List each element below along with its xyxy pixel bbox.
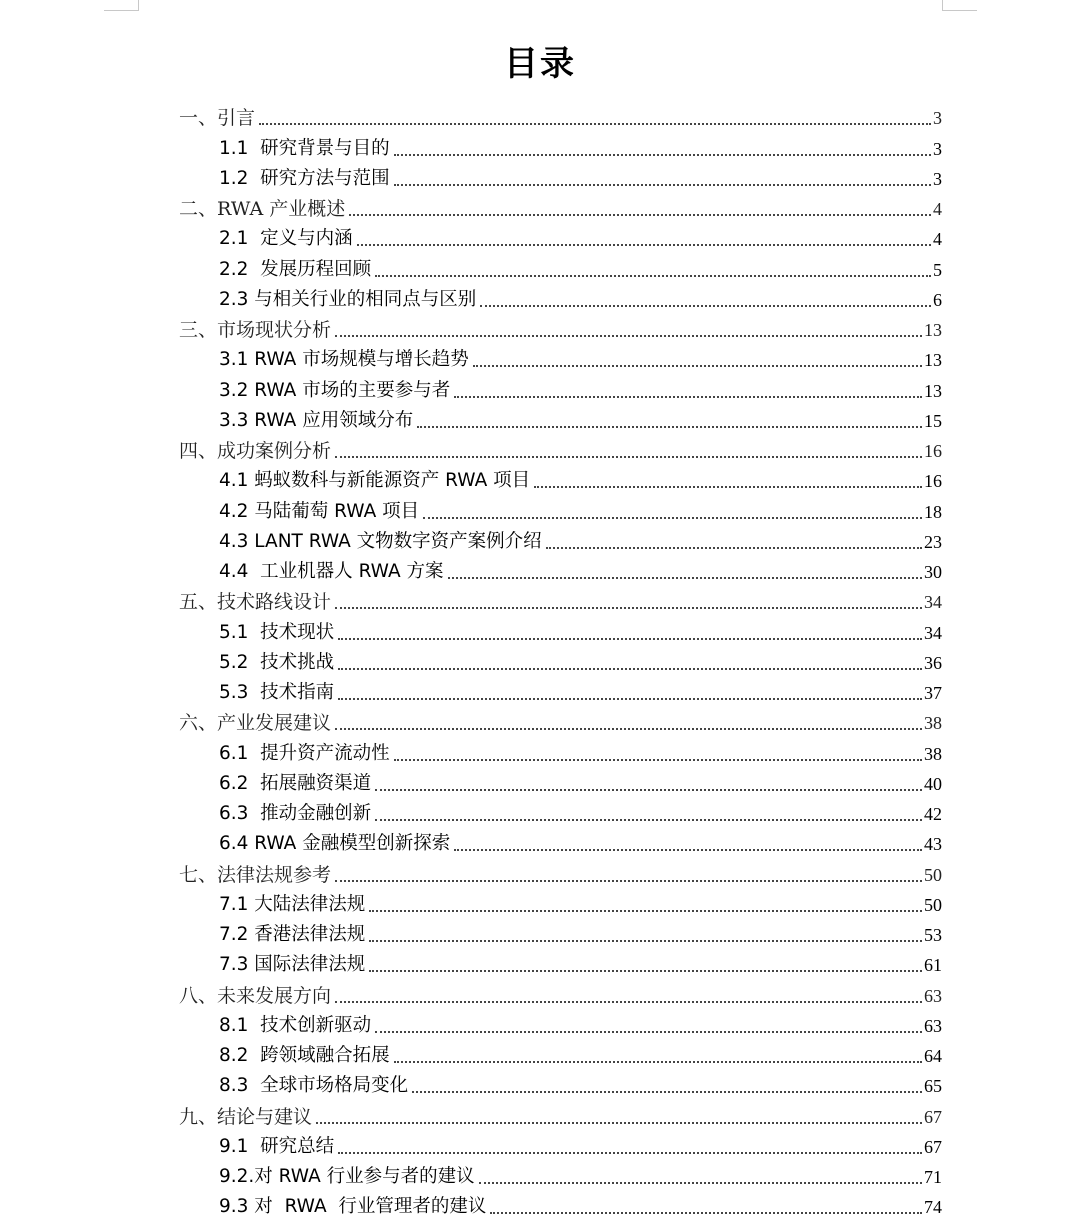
toc-leader-dots: [394, 1061, 922, 1063]
toc-entry-label: 4.2 马陆葡萄 RWA 项目: [219, 500, 420, 522]
toc-leader-dots: [369, 910, 922, 912]
toc-section-entry[interactable]: [219, 949, 942, 979]
toc-entry-label: 5.1 技术现状: [219, 621, 335, 643]
toc-entry-label: 8.1 技术创新驱动: [219, 1014, 372, 1036]
toc-page-number: 3: [933, 138, 942, 159]
toc-page-number: 43: [924, 834, 942, 855]
toc-leader-dots: [394, 759, 922, 761]
toc-entry-label: 2.3 与相关行业的相同点与区别: [219, 288, 477, 310]
toc-entry-label: 7.2 香港法律法规: [219, 924, 366, 945]
toc-leader-dots: [375, 1031, 922, 1033]
toc-leader-dots: [423, 517, 922, 519]
toc-page-number: 42: [924, 804, 942, 824]
toc-page-number: 50: [924, 894, 942, 915]
toc-entry-label: 4.1 蚂蚁数科与新能源资产 RWA 项目: [219, 470, 531, 492]
toc-page-number: 38: [924, 713, 942, 734]
toc-entry-label: 九、结论与建议: [179, 1105, 313, 1128]
toc-page-number: 67: [924, 1106, 942, 1127]
toc-entry-label: 八、未来发展方向: [179, 984, 332, 1007]
toc-page-number: 61: [924, 955, 942, 976]
toc-section-entry[interactable]: [219, 798, 942, 828]
toc-page-number: 34: [924, 592, 942, 613]
toc-leader-dots: [338, 698, 922, 700]
toc-section-entry[interactable]: [219, 828, 942, 858]
toc-page-number: 13: [924, 320, 942, 340]
toc-page-number: 34: [924, 622, 942, 643]
toc-page-number: 23: [924, 531, 942, 552]
toc-section-entry[interactable]: [219, 374, 942, 404]
toc-leader-dots: [375, 819, 922, 821]
toc-leader-dots: [338, 1152, 922, 1154]
toc-entry-label: 1.1 研究背景与目的: [219, 137, 390, 159]
toc-section-entry[interactable]: [219, 495, 942, 525]
toc-entry-label: 四、成功案例分析: [179, 440, 332, 462]
toc-leader-dots: [369, 970, 922, 972]
toc-leader-dots: [473, 365, 922, 367]
toc-leader-dots: [349, 214, 931, 216]
crop-mark-left: [104, 0, 139, 11]
toc-page-number: 37: [924, 683, 942, 703]
toc-page-number: 71: [924, 1167, 942, 1187]
toc-page-number: 63: [924, 1015, 942, 1036]
toc-section-entry[interactable]: [219, 132, 942, 162]
toc-leader-dots: [546, 547, 922, 549]
toc-section-entry[interactable]: [219, 284, 942, 314]
toc-entry-label: 一、引言: [179, 107, 256, 130]
toc-section-entry[interactable]: [219, 616, 942, 646]
toc-leader-dots: [335, 456, 922, 458]
toc-page-number: 16: [924, 471, 942, 492]
toc-page-number: 13: [924, 380, 942, 401]
toc-entry-label: 5.2 技术挑战: [219, 651, 335, 673]
toc-leader-dots: [394, 184, 931, 186]
toc-leader-dots: [479, 1182, 922, 1184]
toc-chapter-entry[interactable]: [179, 102, 942, 132]
toc-chapter-entry[interactable]: [179, 314, 942, 344]
toc-leader-dots: [417, 426, 922, 428]
crop-mark-right: [942, 0, 977, 11]
toc-page-number: 30: [924, 562, 942, 582]
toc-page-number: 3: [933, 168, 942, 189]
toc-leader-dots: [412, 1091, 922, 1093]
toc-section-entry[interactable]: [219, 1131, 942, 1161]
toc-leader-dots: [394, 154, 931, 156]
page-title: 目录: [504, 43, 576, 84]
toc-entry-label: 2.1 定义与内涵: [219, 228, 353, 250]
toc-entry-label: 9.2.对 RWA 行业参与者的建议: [219, 1166, 475, 1187]
toc-page-number: 67: [924, 1136, 942, 1157]
toc-chapter-entry[interactable]: [179, 586, 942, 616]
toc-entry-label: 7.3 国际法律法规: [219, 954, 366, 976]
toc-leader-dots: [335, 880, 922, 882]
toc-section-entry[interactable]: [219, 223, 942, 253]
toc-leader-dots: [448, 577, 923, 579]
toc-leader-dots: [480, 305, 931, 307]
toc-leader-dots: [454, 849, 922, 851]
toc-section-entry[interactable]: [219, 344, 942, 374]
toc-page-number: 63: [924, 985, 942, 1006]
toc-leader-dots: [490, 1212, 922, 1214]
toc-entry-label: 6.3 推动金融创新: [219, 803, 372, 824]
toc-section-entry[interactable]: [219, 405, 942, 435]
toc-page-number: 3: [933, 108, 942, 129]
toc-section-entry[interactable]: [219, 1191, 942, 1221]
toc-chapter-entry[interactable]: [179, 858, 942, 888]
toc-entry-label: 3.2 RWA 市场的主要参与者: [219, 379, 451, 401]
toc-page-number: 16: [924, 441, 942, 461]
toc-entry-label: 3.1 RWA 市场规模与增长趋势: [219, 349, 469, 371]
toc-section-entry[interactable]: [219, 526, 942, 556]
toc-page-number: 74: [924, 1197, 942, 1218]
toc-page-number: 50: [924, 864, 942, 885]
toc-entry-label: 8.3 全球市场格局变化: [219, 1075, 409, 1097]
toc-page-number: 38: [924, 743, 942, 764]
toc-leader-dots: [335, 607, 922, 609]
toc-entry-label: 六、产业发展建议: [179, 712, 332, 735]
toc-section-entry[interactable]: [219, 677, 942, 707]
toc-leader-dots: [369, 940, 922, 942]
toc-chapter-entry[interactable]: [179, 707, 942, 737]
toc-leader-dots: [357, 244, 931, 246]
toc-chapter-entry[interactable]: [179, 193, 942, 223]
toc-page-number: 6: [933, 289, 942, 310]
toc-section-entry[interactable]: [219, 647, 942, 677]
toc-chapter-entry[interactable]: [179, 979, 942, 1009]
toc-entry-label: 4.3 LANT RWA 文物数字资产案例介绍: [219, 530, 542, 552]
toc-section-entry[interactable]: [219, 1040, 942, 1070]
toc-entry-label: 7.1 大陆法律法规: [219, 893, 366, 915]
toc-entry-label: 8.2 跨领域融合拓展: [219, 1045, 390, 1066]
toc-page-number: 5: [933, 259, 942, 280]
toc-leader-dots: [335, 335, 922, 337]
toc-section-entry[interactable]: [219, 253, 942, 283]
toc-leader-dots: [316, 1122, 922, 1124]
toc-leader-dots: [534, 486, 922, 488]
toc-entry-label: 三、市场现状分析: [179, 319, 332, 341]
toc-section-entry[interactable]: [219, 465, 942, 495]
toc-entry-label: 6.2 拓展融资渠道: [219, 772, 372, 794]
toc-section-entry[interactable]: [219, 919, 942, 949]
toc-page-number: 15: [924, 410, 942, 431]
toc-leader-dots: [338, 638, 922, 640]
toc-page-number: 4: [933, 229, 942, 250]
toc-entry-label: 3.3 RWA 应用领域分布: [219, 409, 414, 431]
toc-page-number: 4: [933, 199, 942, 219]
toc-page-number: 18: [924, 501, 942, 522]
toc-entry-label: 6.4 RWA 金融模型创新探索: [219, 833, 451, 855]
toc-section-entry[interactable]: [219, 556, 942, 586]
toc-entry-label: 五、技术路线设计: [179, 591, 332, 614]
toc-entry-label: 二、RWA 产业概述: [179, 198, 346, 220]
toc-entry-label: 2.2 发展历程回顾: [219, 258, 372, 280]
toc-section-entry[interactable]: [219, 1010, 942, 1040]
toc-page-number: 13: [924, 350, 942, 371]
toc-chapter-entry[interactable]: [179, 1100, 942, 1130]
toc-leader-dots: [375, 789, 922, 791]
toc-entry-label: 6.1 提升资产流动性: [219, 742, 390, 764]
toc-entry-label: 9.1 研究总结: [219, 1135, 335, 1157]
toc-leader-dots: [259, 123, 931, 125]
toc-page-number: 40: [924, 773, 942, 794]
toc-section-entry[interactable]: [219, 768, 942, 798]
toc-section-entry[interactable]: [219, 1070, 942, 1100]
toc-page-number: 36: [924, 652, 942, 673]
toc-entry-label: 4.4 工业机器人 RWA 方案: [219, 561, 444, 582]
toc-leader-dots: [454, 396, 922, 398]
table-of-contents: [0, 102, 1080, 1221]
toc-entry-label: 9.3 对 RWA 行业管理者的建议: [219, 1196, 487, 1218]
toc-section-entry[interactable]: [219, 1161, 942, 1191]
toc-leader-dots: [335, 1001, 922, 1003]
toc-section-entry[interactable]: [219, 737, 942, 767]
toc-section-entry[interactable]: [219, 889, 942, 919]
toc-page-number: 65: [924, 1076, 942, 1097]
toc-leader-dots: [375, 275, 931, 277]
toc-section-entry[interactable]: [219, 163, 942, 193]
toc-entry-label: 5.3 技术指南: [219, 682, 335, 703]
toc-entry-label: 1.2 研究方法与范围: [219, 167, 390, 189]
toc-page-number: 64: [924, 1046, 942, 1066]
toc-leader-dots: [335, 728, 922, 730]
toc-page-number: 53: [924, 925, 942, 945]
toc-chapter-entry[interactable]: [179, 435, 942, 465]
toc-entry-label: 七、法律法规参考: [179, 863, 332, 886]
toc-leader-dots: [338, 668, 922, 670]
